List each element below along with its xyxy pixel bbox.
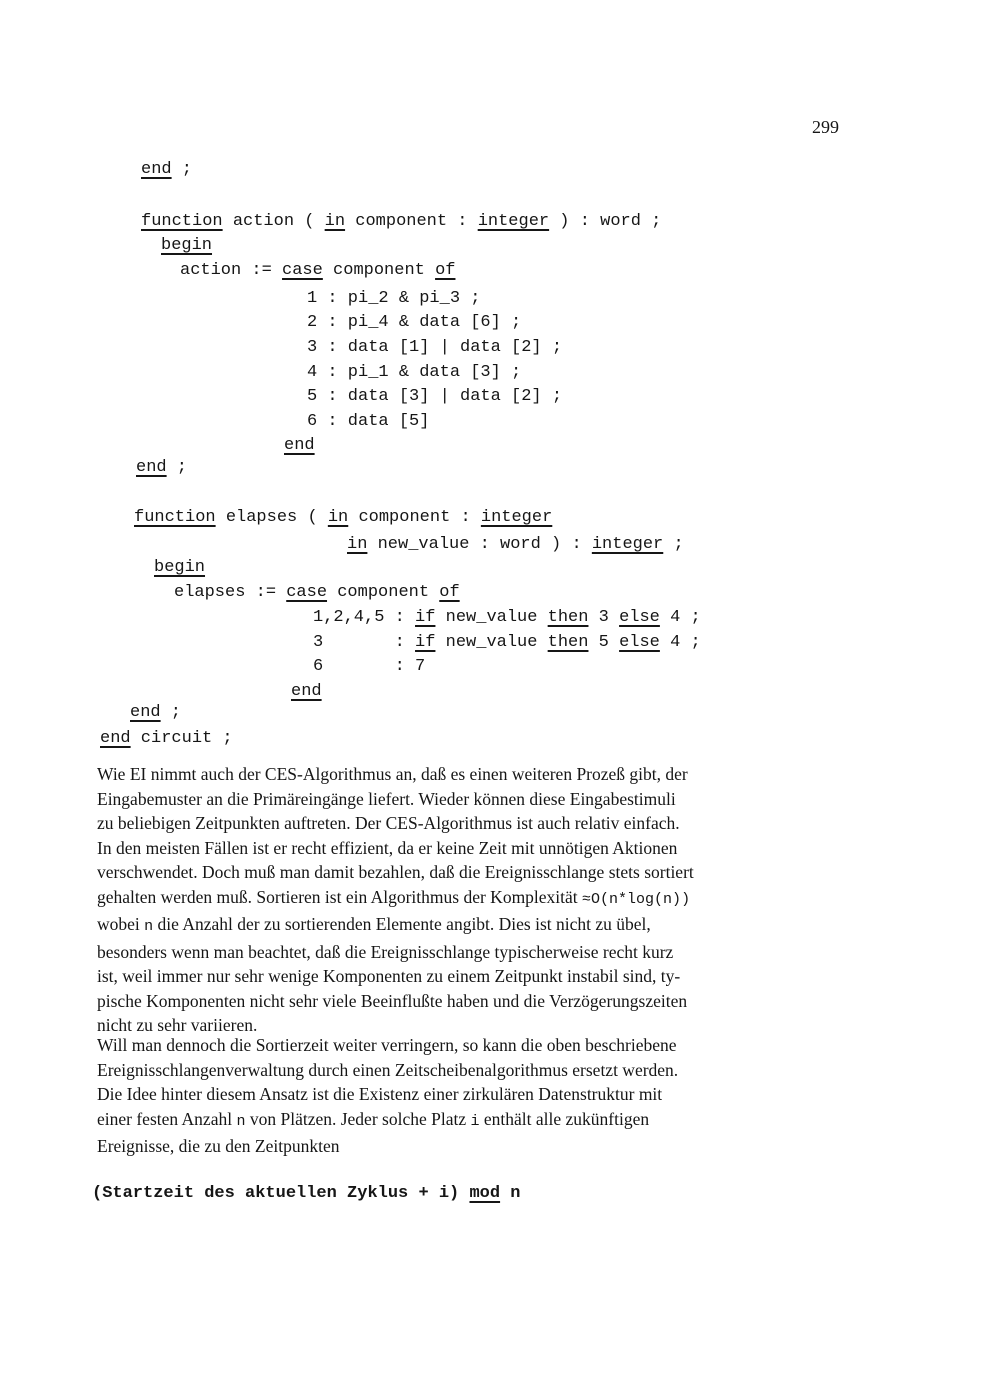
keyword: function (134, 508, 216, 527)
keyword: end (100, 729, 131, 748)
text-line: Ereignisschlangenverwaltung durch einen Zeitscheibenalgorithmus ersetzt werden. (97, 1059, 679, 1080)
keyword: begin (161, 236, 213, 255)
keyword: begin (154, 558, 206, 577)
keyword: in (347, 535, 368, 554)
keyword: integer (477, 212, 550, 231)
code-line: 1,2,4,5 : if new_value then 3 else 4 ; (313, 608, 701, 627)
text-line: besonders wenn man beachtet, daß die Ereignisschlange typischerweise recht kurz (97, 941, 674, 962)
code-line: 3 : data [1] | data [2] ; (307, 338, 563, 357)
code-line: 2 : pi_4 & data [6] ; (307, 313, 522, 332)
text-line: Die Idee hinter diesem Ansatz ist die Existenz einer zirkulären Datenstruktur mit (97, 1084, 663, 1104)
inline-code: n (236, 1112, 246, 1130)
keyword: integer (591, 535, 664, 554)
keyword: else (619, 633, 660, 652)
text-line: einer festen Anzahl n von Plätzen. Jeder solche Platz i enthält alle zukünftigen (97, 1108, 650, 1130)
text-line: Ereignisse, die zu den Zeitpunkten (97, 1136, 340, 1156)
keyword: mod (469, 1184, 501, 1203)
paragraph-1 (97, 762, 833, 1038)
keyword: end (284, 436, 315, 455)
text-line: Will man dennoch die Sortierzeit weiter verringern, so kann die oben beschriebene (97, 1035, 677, 1055)
code-line (284, 436, 315, 456)
code-line: end ; (136, 458, 188, 477)
text-line: Wie EI nimmt auch der CES-Algorithmus an, daß es einen weiteren Prozeß gibt, der (97, 764, 688, 784)
code-line: in new_value : word ) : integer ; (347, 535, 684, 554)
code-line: end circuit ; (100, 729, 233, 748)
keyword: integer (480, 508, 553, 527)
keyword: of (439, 583, 460, 602)
code-line: 5 : data [3] | data [2] ; (307, 387, 563, 406)
code-line: action := case component of (180, 261, 456, 280)
text-line: wobei n die Anzahl der zu sortierenden Elemente angibt. Dies ist nicht zu übel, (97, 914, 651, 935)
keyword: end (136, 458, 167, 477)
code-line: 3 : if new_value then 5 else 4 ; (313, 633, 701, 652)
keyword: if (415, 608, 436, 627)
code-line: 6 : data [5] (307, 412, 430, 431)
text-line: pische Komponenten nicht sehr viele Beeinflußte haben und die Verzögerungszeiten (97, 990, 688, 1011)
code-line: 1 : pi_2 & pi_3 ; (307, 289, 481, 308)
code-line: 6 : 7 (313, 657, 426, 676)
text-line: verschwendet. Doch muß man damit bezahlen, daß die Ereignisschlange stets sortiert (97, 862, 694, 882)
code-line (291, 682, 322, 702)
code-line: function elapses ( in component : integer (134, 508, 553, 527)
code-line: end ; (141, 160, 193, 179)
keyword: case (282, 261, 323, 280)
code-line (154, 558, 205, 578)
keyword: in (324, 212, 346, 231)
paragraph-2 (97, 1033, 833, 1159)
formula: (Startzeit des aktuellen Zyklus + i) mod n (92, 1184, 521, 1203)
keyword: if (415, 633, 436, 652)
inline-code: n (144, 918, 154, 935)
keyword: then (547, 608, 589, 627)
keyword: end (291, 682, 322, 701)
keyword: in (327, 508, 349, 527)
text-line: gehalten werden muß. Sortieren ist ein Algorithmus der Komplexität ≈O(n*log(n)) (97, 886, 691, 908)
keyword: case (286, 583, 328, 602)
inline-code: ≈O(n*log(n)) (582, 890, 691, 908)
text-line: ist, weil immer nur sehr wenige Komponenten zu einem Zeitpunkt instabil sind, ty- (97, 966, 681, 986)
page-number: 299 (812, 117, 839, 137)
keyword: else (619, 608, 660, 627)
keyword: then (547, 633, 589, 652)
text-line: zu beliebigen Zeitpunkten auftreten. Der CES-Algorithmus ist auch relativ einfach. (97, 813, 680, 833)
keyword: function (141, 212, 223, 231)
text-line: nicht zu sehr variieren. (97, 1015, 258, 1035)
text-line: In den meisten Fällen ist er recht effizient, da er keine Zeit mit unnötigen Aktionen (97, 837, 678, 858)
inline-code: i (470, 1112, 480, 1130)
code-line: end ; (130, 703, 182, 722)
code-line (161, 236, 212, 256)
code-line: function action ( in component : integer ) : word ; (141, 212, 662, 231)
code-line: 4 : pi_1 & data [3] ; (307, 363, 522, 382)
keyword: of (435, 261, 456, 280)
keyword: end (141, 160, 172, 179)
code-line: elapses := case component of (174, 583, 460, 602)
keyword: end (130, 703, 161, 722)
text-line: Eingabemuster an die Primäreingänge liefert. Wieder können diese Eingabestimuli (97, 788, 676, 809)
